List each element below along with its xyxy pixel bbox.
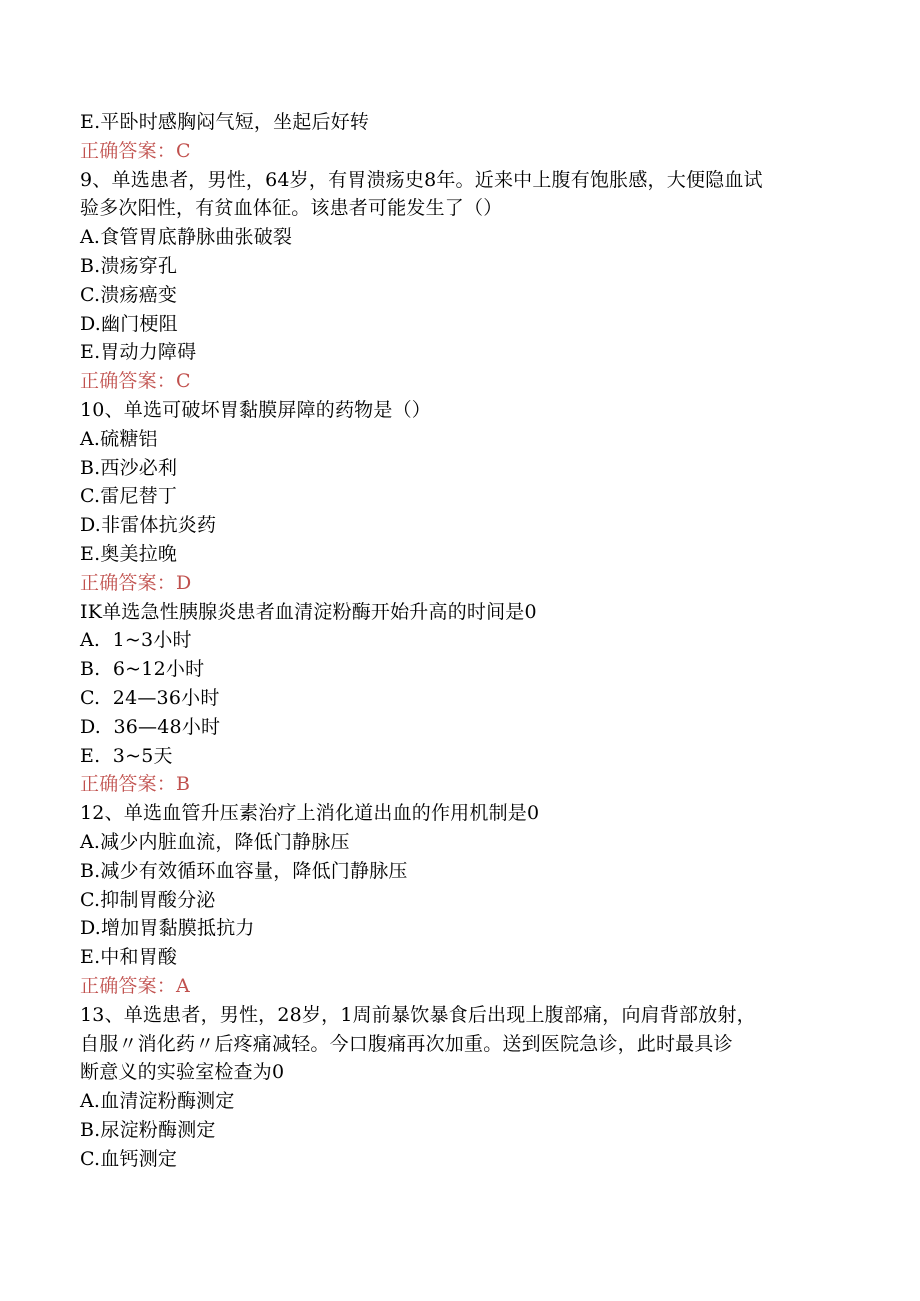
option-line: D. 36—48小时 [80, 715, 221, 738]
answer-label: 正确答案： [80, 370, 177, 393]
option-line: C.雷尼替丁 [80, 485, 178, 508]
option-line: E.奥美拉晚 [80, 542, 178, 565]
question-line: 断意义的实验室检查为0 [80, 1061, 285, 1084]
option-line: A.食管胃底静脉曲张破裂 [80, 226, 293, 249]
option-line: B.溃疡穿孔 [80, 254, 178, 277]
answer-value: A [176, 974, 190, 997]
answer-value: B [176, 773, 191, 796]
question-line: 9、单选患者，男性，64岁，有胃溃疡史8年。近来中上腹有饱胀感，大便隐血试 [80, 168, 763, 191]
option-line: D.非雷体抗炎药 [80, 514, 217, 537]
question-line: 自服〃消化药〃后疼痛减轻。今口腹痛再次加重。送到医院急诊，此时最具诊 [80, 1032, 733, 1055]
question-line: 验多次阳性，有贫血体征。该患者可能发生了（） [80, 197, 503, 220]
option-line: C. 24—36小时 [80, 686, 220, 709]
option-line: C.抑制胃酸分泌 [80, 888, 216, 911]
answer-line [80, 569, 840, 598]
option-line: A.血清淀粉酶测定 [80, 1090, 235, 1113]
answer-value: C [176, 139, 191, 162]
option-line: B.减少有效循环血容量，降低门静脉压 [80, 859, 408, 882]
option-line: B.尿淀粉酶测定 [80, 1118, 216, 1141]
question-line: 13、单选患者，男性，28岁，1周前暴饮暴食后出现上腹部痛，向肩背部放射， [80, 1003, 756, 1026]
option-line: E.中和胃酸 [80, 946, 178, 969]
document-body [80, 108, 840, 1173]
answer-line [80, 972, 840, 1001]
option-line: C.血钙测定 [80, 1147, 178, 1170]
answer-line [80, 137, 840, 166]
answer-label: 正确答案： [80, 974, 177, 997]
answer-line [80, 367, 840, 396]
answer-label: 正确答案： [80, 571, 177, 594]
question-line: IK单选急性胰腺炎患者血清淀粉酶开始升高的时间是0 [80, 600, 537, 623]
option-line: C.溃疡癌变 [80, 283, 178, 306]
option-line: E.平卧时感胸闷气短，坐起后好转 [80, 111, 370, 133]
option-line: A. 1~3小时 [80, 629, 192, 652]
question-line: 12、单选血管升压素治疗上消化道出血的作用机制是0 [80, 802, 540, 825]
option-line: A.减少内脏血流，降低门静脉压 [80, 830, 350, 853]
answer-label: 正确答案： [80, 773, 177, 796]
answer-line [80, 770, 840, 799]
option-line: E. 3~5天 [80, 744, 173, 767]
option-line: D.幽门梗阻 [80, 312, 178, 335]
option-line: E.胃动力障碍 [80, 341, 197, 364]
option-line: D.增加胃黏膜抵抗力 [80, 917, 255, 940]
option-line: B. 6~12小时 [80, 658, 205, 681]
option-line: B.西沙必利 [80, 456, 178, 479]
answer-value: C [176, 370, 191, 393]
question-line: 10、单选可破坏胃黏膜屏障的药物是（） [80, 398, 431, 421]
option-line: A.硫糖铝 [80, 427, 158, 450]
answer-label: 正确答案： [80, 139, 177, 162]
answer-value: D [176, 571, 192, 594]
